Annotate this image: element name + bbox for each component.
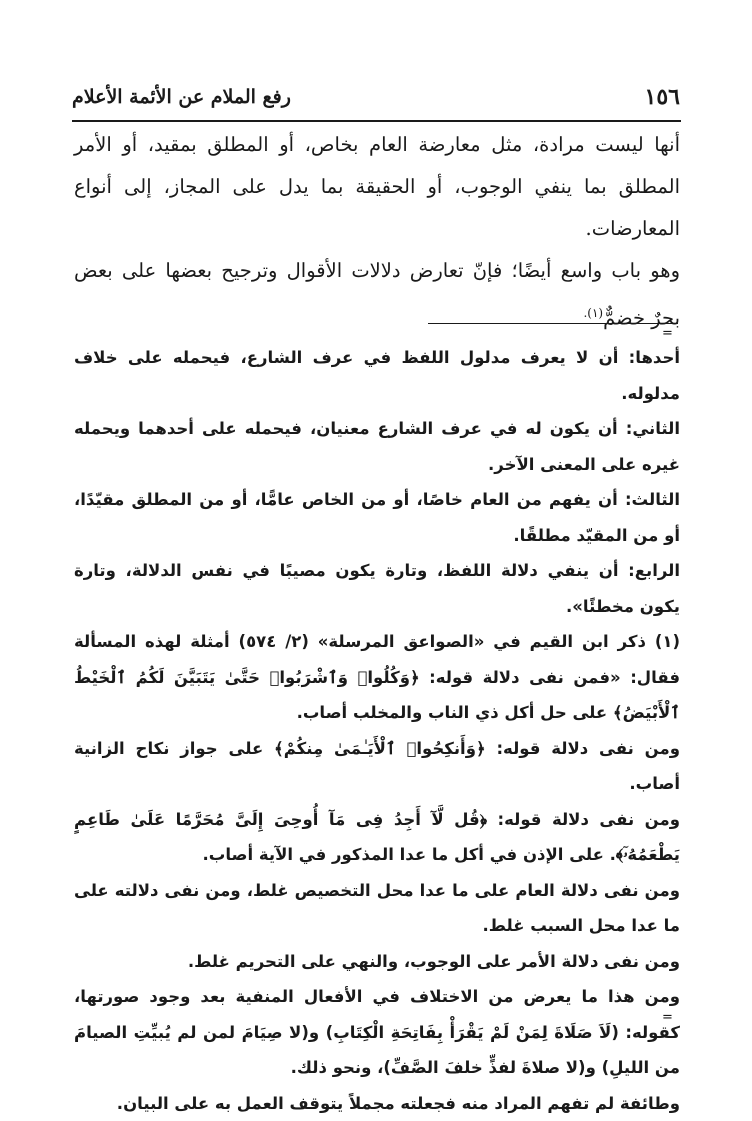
footnote-paragraph: ومن نفى دلالة قوله: ﴿قُل لَّآ أَجِدُ فِى مَآ أُوحِىَ إِلَىَّ مُحَرَّمًا عَلَىٰ طَاعِمٍ يَطْعَمُهُۥٓ﴾. على الإذن في أكل ما عدا المذكور في الآية أصاب. — [74, 802, 680, 873]
main-text — [74, 124, 680, 340]
footnote-paragraph: (١) ذكر ابن القيم في «الصواعق المرسلة» (٢/ ٥٧٤) أمثلة لهذه المسألة فقال: «فمن نفى دلالة قوله: ﴿وَكُلُوا۟ وَٱشْرَبُوا۟ حَتَّىٰ يَتَبَيَّنَ لَكُمُ ٱلْخَيْطُ ٱلْأَبْيَضُ﴾ على حل أكل ذي الناب والمخلب أصاب. — [74, 624, 680, 731]
footnote-paragraph: الثاني: أن يكون له في عرف الشارع معنيان، فيحمله على أحدهما ويحمله غيره على المعنى الآخر. — [74, 411, 680, 482]
footnotes — [74, 340, 680, 1121]
footnote-paragraph: ومن نفى دلالة قوله: ﴿وَأَنكِحُوا۟ ٱلْأَيَـٰمَىٰ مِنكُمْ﴾ على جواز نكاح الزانية أصاب. — [74, 731, 680, 802]
continuation-mark-top: = — [662, 326, 673, 341]
running-title: رفع الملام عن الأئمة الأعلام — [72, 86, 291, 108]
footnote-paragraph: وطائفة لم تفهم المراد منه فجعلته مجملاً يتوقف العمل به على البيان. — [74, 1086, 680, 1121]
page-number: ١٥٦ — [645, 84, 680, 110]
page-header — [72, 84, 680, 122]
footnote-paragraph: ومن هذا ما يعرض من الاختلاف في الأفعال المنفية بعد وجود صورتها، كقوله: (لَاَ صَلَاةَ لِمَنْ لَمْ يَقْرَأْ بِفَاتِحَةِ الْكِتَابِ) و(لا صِيَامَ لمن لم يُبيِّتِ الصيامَ من الليلِ) و(لا صلاةَ لفذٍّ خلفَ الصَّفِّ)، ونحو ذلك. — [74, 979, 680, 1086]
continuation-mark-bottom: = — [662, 1010, 673, 1025]
main-paragraph — [74, 250, 680, 340]
footnote-paragraph: ومن نفى دلالة العام على ما عدا محل التخصيص غلط، ومن نفى دلالته على ما عدا محل السبب غلط. — [74, 873, 680, 944]
footnote-rule — [428, 323, 678, 324]
header-rule — [72, 120, 681, 122]
footnote-paragraph: ومن نفى دلالة الأمر على الوجوب، والنهي على التحريم غلط. — [74, 944, 680, 980]
footnote-paragraph: الثالث: أن يفهم من العام خاصًا، أو من الخاص عامًّا، أو من المطلق مقيّدًا، أو من المقيّد مطلقًا. — [74, 482, 680, 553]
footnote-ref[interactable]: (١). — [583, 306, 603, 320]
footnote-paragraph: أحدها: أن لا يعرف مدلول اللفظ في عرف الشارع، فيحمله على خلاف مدلوله. — [74, 340, 680, 411]
main-paragraph-text: وهو باب واسع أيضًا؛ فإنّ تعارض دلالات الأقوال وترجيح بعضها على بعض بحرٌ خضمٌّ — [74, 259, 680, 330]
main-paragraph: أنها ليست مرادة، مثل معارضة العام بخاص، أو المطلق بمقيد، أو الأمر المطلق بما ينفي الوجوب، أو الحقيقة بما يدل على المجاز، إلى أنواع المعارضات. — [74, 124, 680, 250]
footnote-paragraph: الرابع: أن ينفي دلالة اللفظ، وتارة يكون مصيبًا في نفس الدلالة، وتارة يكون مخطئًا». — [74, 553, 680, 624]
